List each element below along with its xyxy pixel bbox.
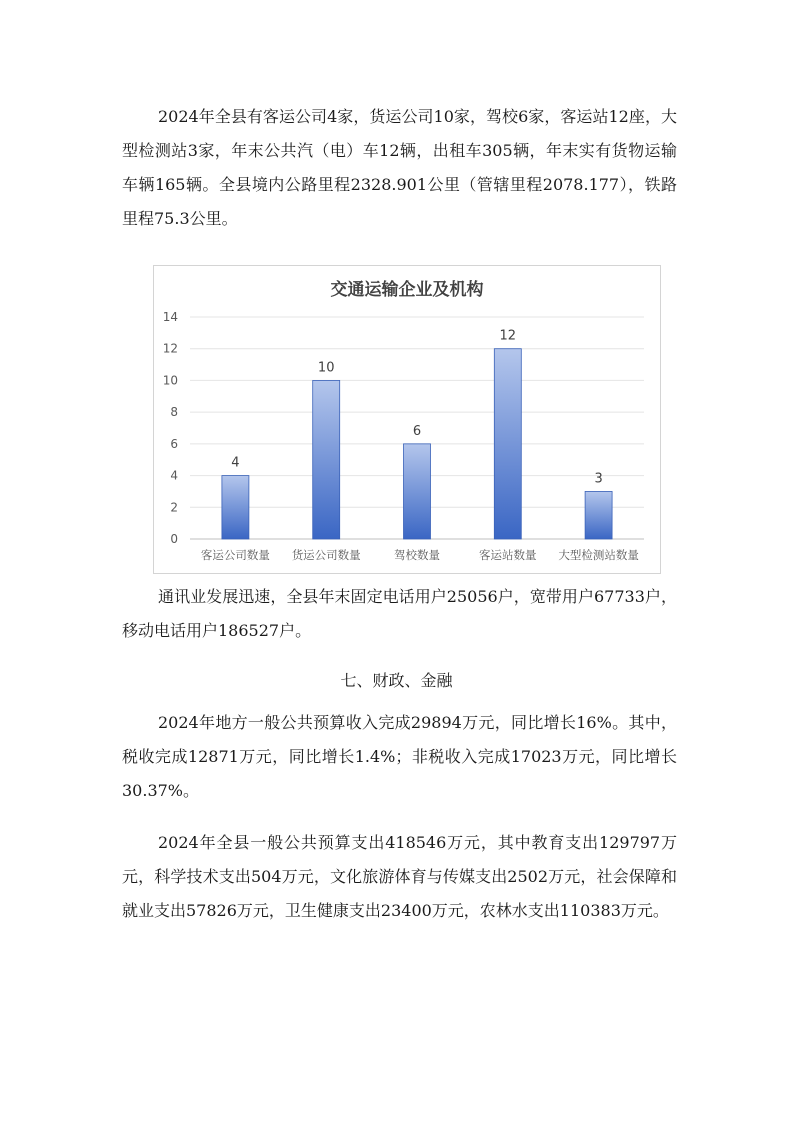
y-tick-label: 10 <box>162 373 178 388</box>
y-tick-label: 2 <box>170 500 178 515</box>
x-tick-label: 客运站数量 <box>479 548 537 562</box>
y-tick-label: 12 <box>162 341 178 356</box>
bar <box>222 476 249 539</box>
section-heading: 七、财政、金融 <box>340 671 453 690</box>
data-label: 10 <box>317 360 335 376</box>
paragraph-expenditure-text: 2024年全县一般公共预算支出418546万元，其中教育支出129797万元，科学技术支出504万元，文化旅游体育与传媒支出2502万元，社会保障和就业支出57826万元，卫生健康支出23400万元，农林水支出110383万元。 <box>122 833 677 920</box>
y-tick-label: 14 <box>162 310 178 324</box>
transport-chart <box>153 265 661 574</box>
y-tick-label: 4 <box>170 468 178 483</box>
paragraph-revenue-text: 2024年地方一般公共预算收入完成29894万元，同比增长16%。其中，税收完成12871万元，同比增长1.4%；非税收入完成17023万元，同比增长30.37%。 <box>122 713 677 800</box>
x-tick-label: 客运公司数量 <box>200 548 270 562</box>
data-label: 3 <box>594 471 603 487</box>
paragraph-expenditure <box>122 826 677 928</box>
bar <box>585 491 612 539</box>
bar <box>404 444 431 539</box>
data-label: 4 <box>231 455 240 471</box>
x-tick-label: 货运公司数量 <box>291 548 361 562</box>
paragraph-telecom <box>122 580 677 648</box>
x-tick-label: 驾校数量 <box>394 548 440 562</box>
transport-chart-svg <box>154 266 660 573</box>
paragraph-transport <box>122 100 677 236</box>
bar <box>494 349 521 539</box>
paragraph-transport-text: 2024年全县有客运公司4家，货运公司10家，驾校6家，客运站12座，大型检测站3家，年末公共汽（电）车12辆，出租车305辆，年末实有货物运输车辆165辆。全县境内公路里程2328.901公里（管辖里程2078.177），铁路里程75.3公里。 <box>122 107 677 228</box>
y-tick-label: 0 <box>170 532 178 546</box>
chart-title: 交通运输企业及机构 <box>330 280 484 300</box>
bar <box>313 380 340 539</box>
y-tick-label: 6 <box>170 436 178 451</box>
paragraph-revenue <box>122 706 677 808</box>
data-label: 6 <box>412 423 422 439</box>
data-label: 12 <box>499 328 517 344</box>
y-tick-label: 8 <box>170 405 178 420</box>
paragraph-telecom-text: 通讯业发展迅速，全县年末固定电话用户25056户，宽带用户67733户，移动电话用户186527户。 <box>122 587 677 640</box>
x-tick-label: 大型检测站数量 <box>558 548 639 562</box>
